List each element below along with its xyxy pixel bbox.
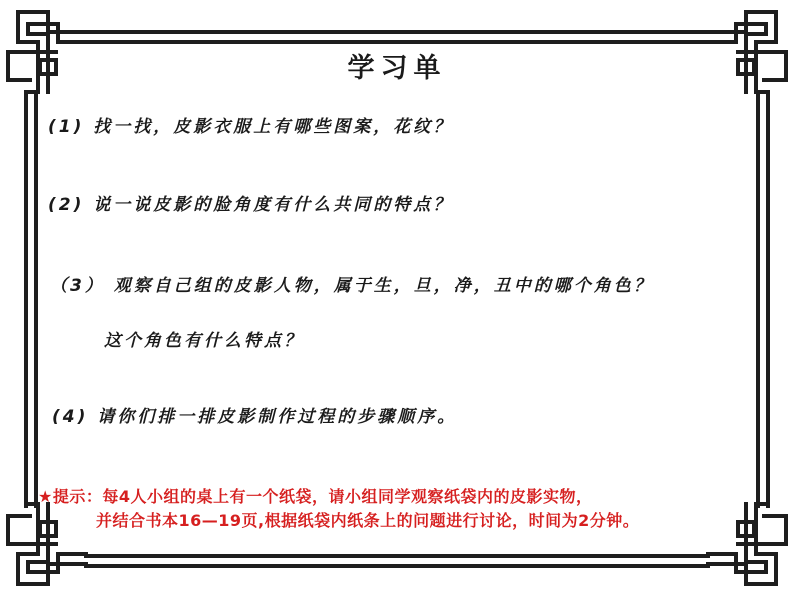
corner-ornament-bottom-right <box>708 504 786 584</box>
tip-line-1: ★提示：每4人小组的桌上有一个纸袋，请小组同学观察纸袋内的皮影实物， <box>38 487 593 506</box>
question-3: （3） 观察自己组的皮影人物，属于生，旦，净，丑中的哪个角色？ <box>50 276 654 296</box>
question-2: (2) 说一说皮影的脸角度有什么共同的特点？ <box>48 195 454 215</box>
question-3-followup: 这个角色有什么特点？ <box>104 331 304 351</box>
tip-line-2: 并结合书本16—19页,根据纸袋内纸条上的问题进行讨论，时间为2分钟。 <box>96 511 640 530</box>
question-4: (4) 请你们排一排皮影制作过程的步骤顺序。 <box>52 407 458 427</box>
corner-ornament-bottom-left <box>8 504 86 584</box>
page-title: 学习单 <box>347 53 447 84</box>
question-1: (1) 找一找，皮影衣服上有哪些图案，花纹？ <box>48 117 454 137</box>
